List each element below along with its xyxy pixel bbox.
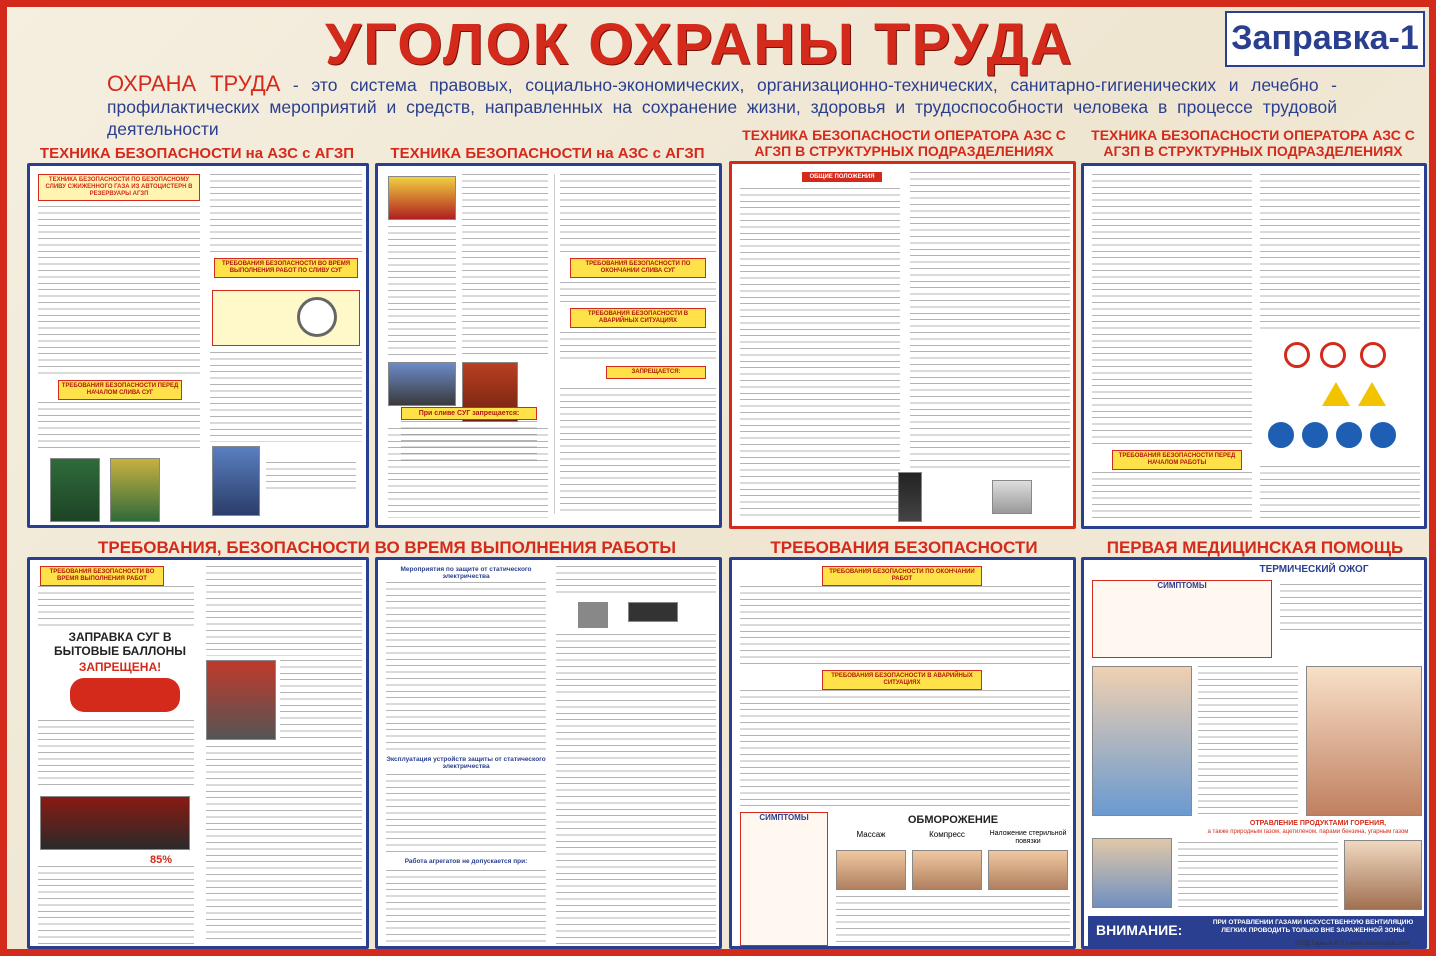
box-lpg-discharge-title: ТЕХНИКА БЕЗОПАСНОСТИ ПО БЕЗОПАСНОМУ СЛИВУ СЖИЖЕННОГО ГАЗА ИЗ АВТОЦИСТЕРН В РЕЗЕРВУАРЫ АГЗП (38, 174, 200, 201)
worker-suit-photo (898, 472, 922, 522)
static-device-title: Эксплуатация устройств защиты от статического электричества (386, 756, 546, 770)
intro-keyword: ОХРАНА ТРУДА (107, 71, 281, 96)
fill-percent: 85% (150, 854, 173, 866)
text-block (1280, 584, 1422, 634)
text-block (910, 172, 1070, 472)
text-block (1178, 842, 1338, 908)
text-block (1198, 666, 1298, 816)
ban-label-2: ЗАПРЕЩЕНА! (78, 660, 162, 674)
flashlight-photo (628, 602, 678, 622)
text-block (556, 566, 716, 596)
text-block (740, 188, 900, 518)
box-emergency: ТРЕБОВАНИЯ БЕЗОПАСНОСТИ В АВАРИЙНЫХ СИТУАЦИЯХ (570, 308, 706, 328)
section-heading-2: ТЕХНИКА БЕЗОПАСНОСТИ на АЗС с АГЗП (390, 145, 705, 162)
flammable-sign-icon (1358, 382, 1386, 406)
helmet-sign-icon (1268, 422, 1294, 448)
text-block (740, 690, 1070, 806)
panel-operator-general (729, 161, 1076, 529)
text-block (386, 870, 546, 944)
text-block (386, 582, 546, 752)
massage-photo (836, 850, 906, 890)
panel-first-aid (1081, 557, 1427, 949)
ban-label: ЗАПРАВКА СУГ В БЫТОВЫЕ БАЛЛОНЫ (53, 630, 187, 658)
text-block (560, 388, 716, 514)
no-smoking-sign-icon (1320, 342, 1346, 368)
text-block (1260, 466, 1420, 522)
poison-title: ОТРАВЛЕНИЕ ПРОДУКТАМИ ГОРЕНИЯ, (1249, 820, 1387, 827)
text-block (1260, 174, 1420, 334)
box-emergency-2: ТРЕБОВАНИЯ БЕЗОПАСНОСТИ В АВАРИЙНЫХ СИТУАЦИЯХ (822, 670, 982, 690)
text-block (206, 746, 362, 944)
clothes-sign-icon (1370, 422, 1396, 448)
text-block (38, 586, 194, 626)
text-block (560, 282, 716, 304)
text-block (560, 332, 716, 362)
box-general: ОБЩИЕ ПОЛОЖЕНИЯ (802, 172, 882, 182)
page-title: УГОЛОК ОХРАНЫ ТРУДА (325, 12, 1074, 77)
fire-extinguisher-sign-icon (1284, 342, 1310, 368)
section-heading-6: ТРЕБОВАНИЯ БЕЗОПАСНОСТИ (770, 538, 1038, 557)
text-block (1092, 472, 1252, 522)
attention-text: ПРИ ОТРАВЛЕНИИ ГАЗАМИ ИСКУССТВЕННУЮ ВЕНТИЛЯЦИЮ ЛЕГКИХ ПРОВОДИТЬ ТОЛЬКО ВНЕ ЗАРАЖЕННОЙ ЗОНЫ (1212, 919, 1414, 934)
poison-subtitle: а также природным газом, ацетиленом, парами бензина, угарным газом (1207, 829, 1409, 835)
bandage-photo (988, 850, 1068, 890)
panel-work-requirements (27, 557, 369, 949)
text-block (280, 660, 362, 740)
cooling-photo (1306, 666, 1422, 816)
frostbite-title: ОБМОРОЖЕНИЕ (907, 814, 999, 826)
burn-title: ТЕРМИЧЕСКИЙ ОЖОГ (1259, 564, 1369, 575)
gas-cylinder-icon (70, 678, 180, 712)
compress-label: Компресс (929, 830, 965, 839)
box-before-work: ТРЕБОВАНИЯ БЕЗОПАСНОСТИ ПЕРЕД НАЧАЛОМ РАБОТЫ (1112, 450, 1242, 470)
box-forbidden: ЗАПРЕЩАЕТСЯ: (606, 366, 706, 379)
text-block (386, 774, 546, 854)
symptoms-title: СИМПТОМЫ (759, 813, 809, 822)
intro-text: - это система правовых, социально-экономических, организационно-технических, санитарно-гигиенических и лечебно - профилактических мероприятий и средств, направленных на сохранение жизни, здоровья и трудоспособности человека в процессе трудовой деятельности (107, 75, 1338, 139)
bandage-label: Наложение стерильной повязки (989, 830, 1067, 845)
worker-photo-1 (50, 458, 100, 522)
text-block (556, 700, 716, 944)
footer-credit: (СПД Гарный И.П.) www.osnova-plus.com (1295, 941, 1409, 947)
text-block (740, 586, 1070, 666)
massage-label: Массаж (856, 830, 886, 839)
text-block (38, 866, 194, 944)
static-title: Мероприятия по защите от статического электричества (400, 566, 532, 580)
station-photo (388, 176, 456, 220)
text-block (1092, 174, 1252, 444)
pressure-gauge-icon (297, 297, 337, 337)
box-discharge-forbidden: При сливе СУГ запрещается: (401, 407, 537, 420)
car-cylinder-photo (40, 796, 190, 850)
section-heading-7: ПЕРВАЯ МЕДИЦИНСКАЯ ПОМОЩЬ (1106, 538, 1404, 557)
divider (554, 174, 555, 514)
panel-static-protection (375, 557, 722, 949)
section-heading-4: ТЕХНИКА БЕЗОПАСНОСТИ ОПЕРАТОРА АЗС С АГЗП В СТРУКТУРНЫХ ПОДРАЗДЕЛЕНИЯХ (1091, 127, 1415, 159)
text-block (210, 174, 362, 254)
attention-label: ВНИМАНИЕ: (1096, 922, 1183, 938)
text-block (560, 174, 716, 254)
box-during-discharge: ТРЕБОВАНИЯ БЕЗОПАСНОСТИ ВО ВРЕМЯ ВЫПОЛНЕНИЯ РАБОТ ПО СЛИВУ СУГ (214, 258, 358, 278)
no-phone-sign-icon (1360, 342, 1386, 368)
text-block (38, 206, 200, 376)
panel-safety-requirements (729, 557, 1076, 949)
box-during-work: ТРЕБОВАНИЯ БЕЗОПАСНОСТИ ВО ВРЕМЯ ВЫПОЛНЕНИЯ РАБОТ (40, 566, 164, 586)
gloves-sign-icon (1302, 422, 1328, 448)
text-block (38, 720, 194, 790)
text-block (266, 462, 356, 492)
panel-lpg-discharge (27, 163, 369, 528)
text-block (836, 896, 1070, 946)
hose-photo (206, 660, 276, 740)
text-block (388, 226, 456, 356)
burn-symptoms-box (1092, 580, 1272, 658)
panel-lpg-station (375, 163, 722, 528)
symptoms-box (740, 812, 828, 946)
panel-operator-before-work (1081, 163, 1427, 529)
section-heading-1: ТЕХНИКА БЕЗОПАСНОСТИ на АЗС с АГЗП (39, 145, 355, 162)
ventilation-photo (1344, 840, 1422, 910)
pump-photo (212, 446, 260, 516)
box-after-discharge: ТРЕБОВАНИЯ БЕЗОПАСНОСТИ ПО ОКОНЧАНИИ СЛИВА СУГ (570, 258, 706, 278)
text-block (556, 634, 716, 694)
text-block (462, 174, 548, 354)
tanker-photo (388, 362, 456, 406)
gloves-photo (992, 480, 1032, 514)
lamp-photo-1 (578, 602, 608, 628)
burn-treatment-photo (1092, 666, 1192, 816)
text-block (38, 402, 200, 452)
text-block (206, 566, 362, 656)
boots-sign-icon (1336, 422, 1362, 448)
text-block (210, 352, 362, 442)
text-block (401, 421, 537, 465)
compress-photo (912, 850, 982, 890)
box-before-discharge: ТРЕБОВАНИЯ БЕЗОПАСНОСТИ ПЕРЕД НАЧАЛОМ СЛИВА СУГ (58, 380, 182, 400)
burn-symptoms-title: СИМПТОМЫ (1157, 581, 1207, 590)
warning-sign-icon (1322, 382, 1350, 406)
gauge-diagram (212, 290, 360, 346)
worker-photo-2 (110, 458, 160, 522)
station-badge: Заправка-1 (1225, 11, 1425, 67)
rescue-photo (1092, 838, 1172, 908)
box-after-work: ТРЕБОВАНИЯ БЕЗОПАСНОСТИ ПО ОКОНЧАНИИ РАБОТ (822, 566, 982, 586)
aggregate-title: Работа агрегатов не допускается при: (404, 858, 528, 865)
section-heading-5: ТРЕБОВАНИЯ, БЕЗОПАСНОСТИ ВО ВРЕМЯ ВЫПОЛНЕНИЯ РАБОТЫ (98, 538, 676, 557)
section-heading-3: ТЕХНИКА БЕЗОПАСНОСТИ ОПЕРАТОРА АЗС С АГЗП В СТРУКТУРНЫХ ПОДРАЗДЕЛЕНИЯХ (742, 127, 1066, 159)
